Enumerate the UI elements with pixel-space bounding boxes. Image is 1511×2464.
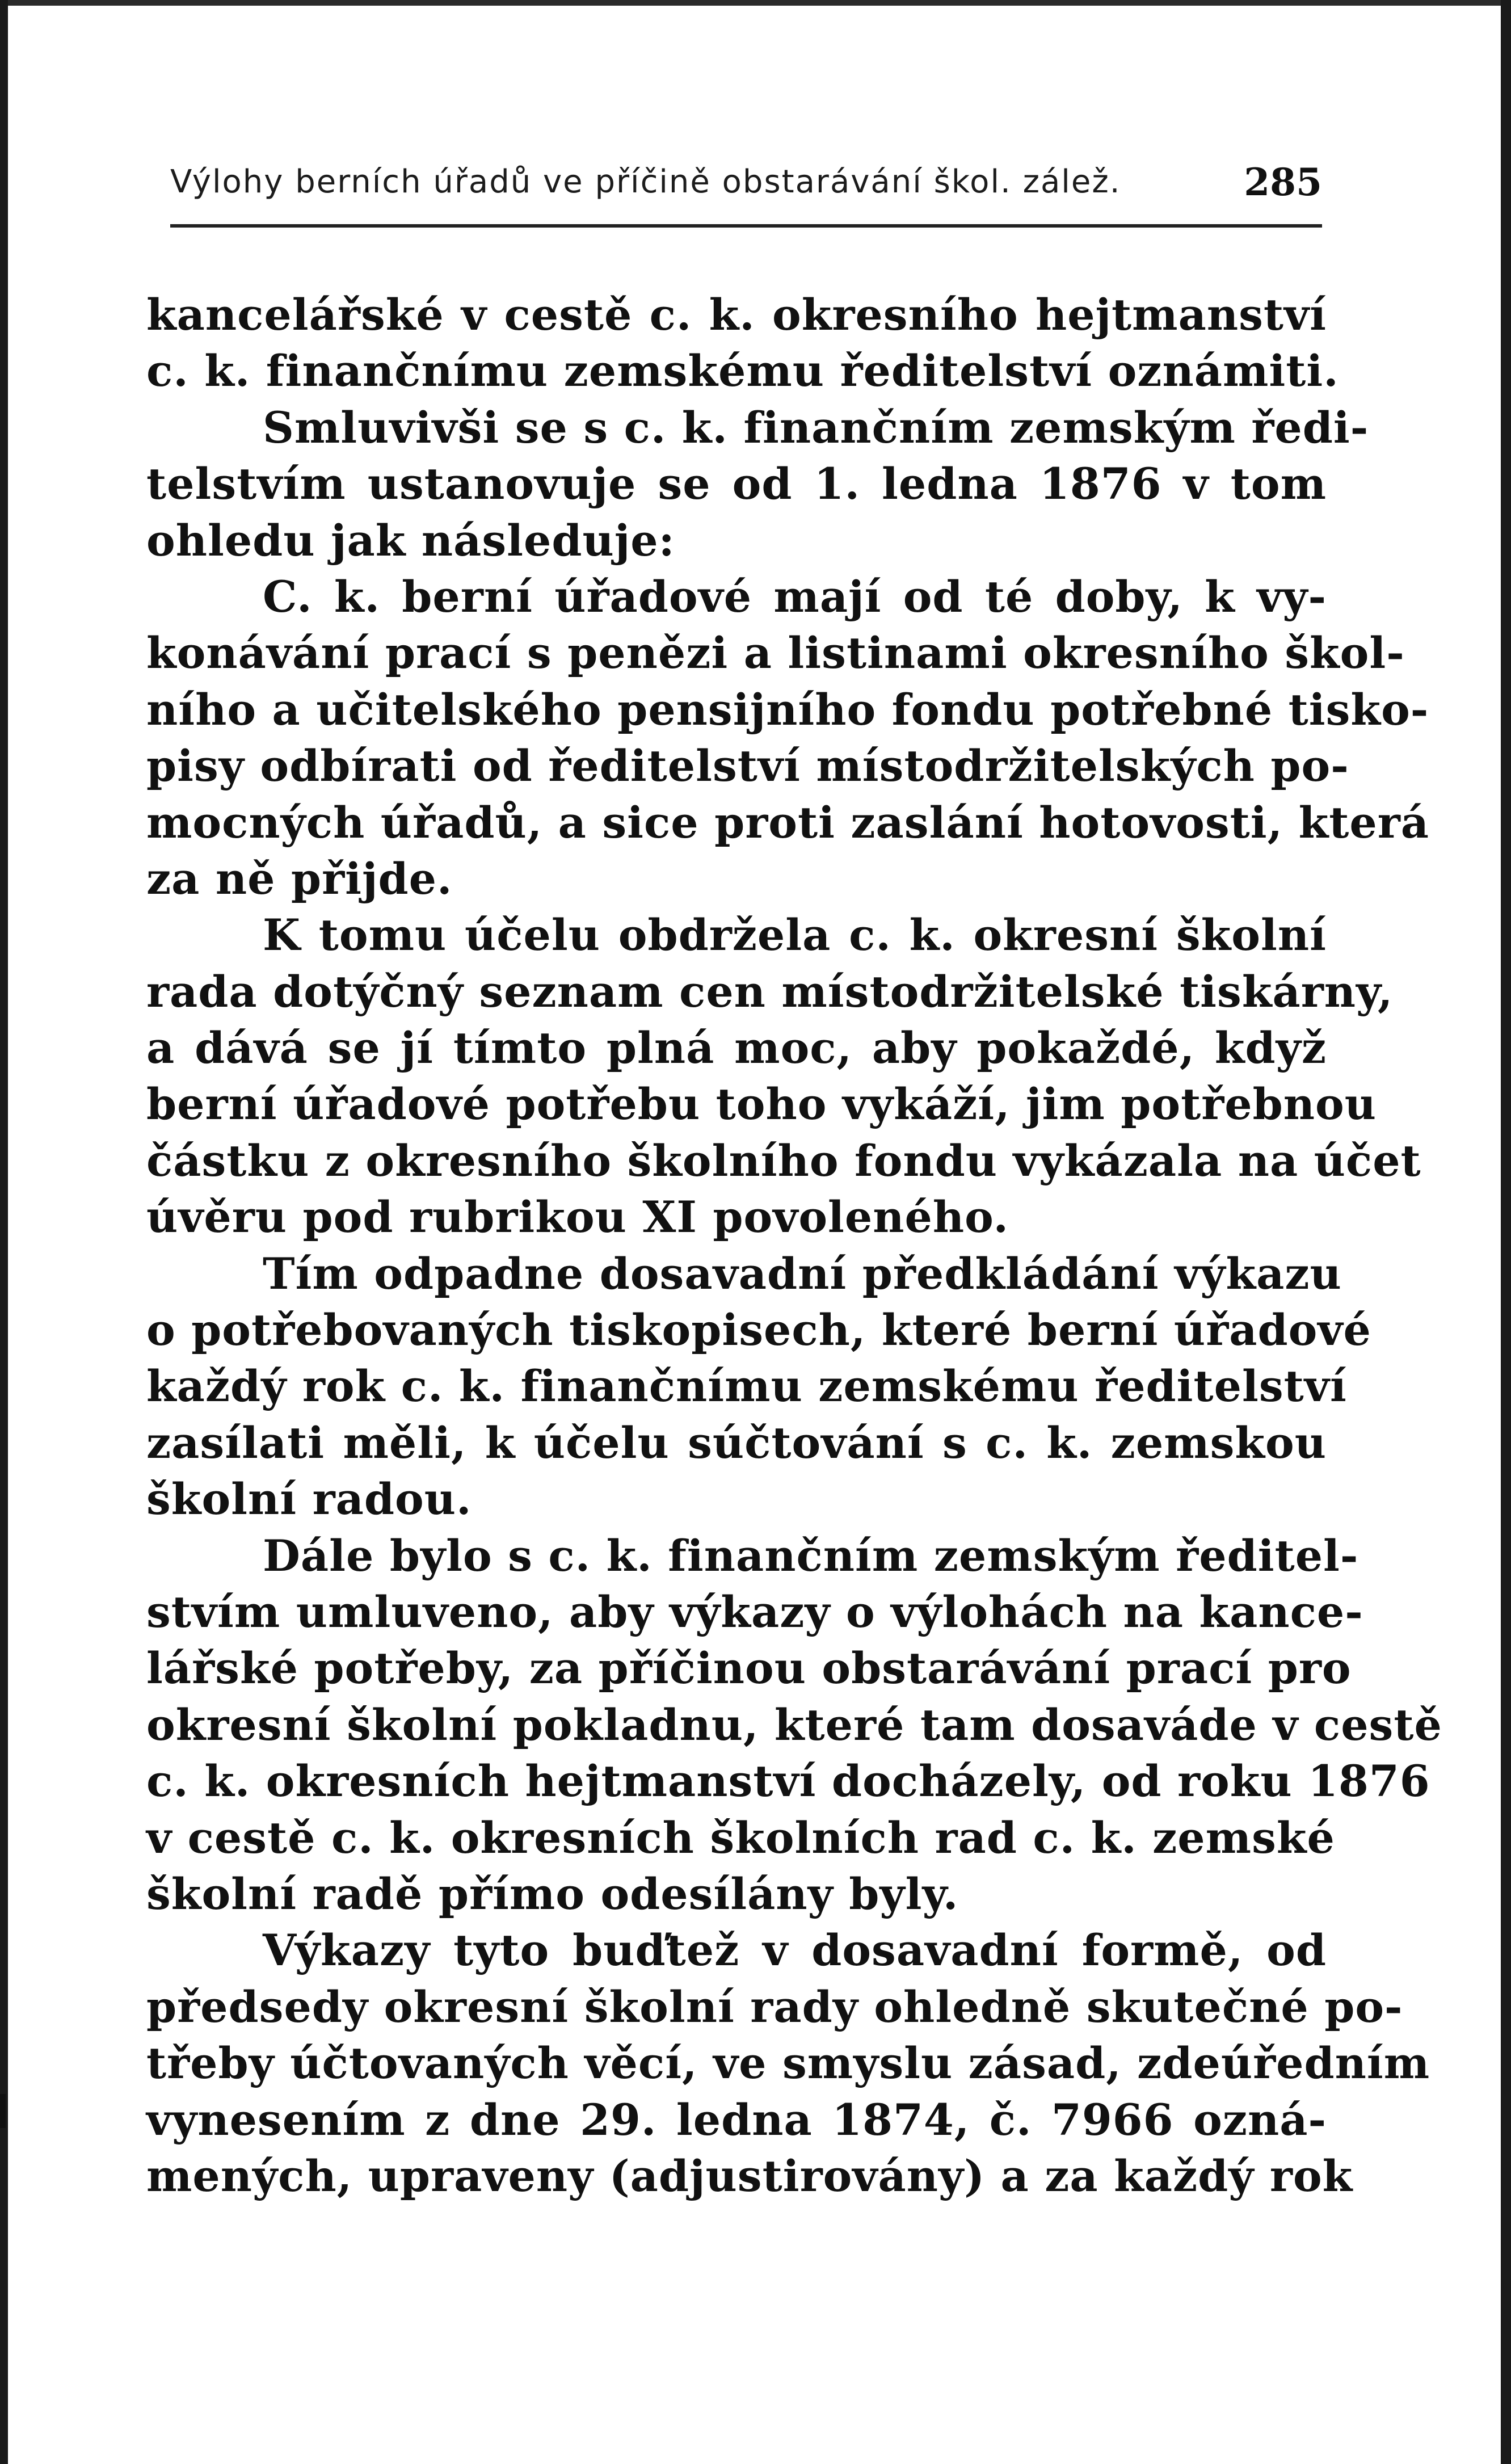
text-line: pisy odbírati od ředitelství místodržitelských po- <box>146 741 1349 792</box>
text-line: rada dotýčný seznam cen místodržitelské tiskárny, <box>146 966 1394 1017</box>
text-line: okresní školní pokladnu, které tam dosaváde v cestě <box>146 1699 1442 1750</box>
text-line: kancelářské v cestě c. k. okresního hejtmanství <box>146 289 1327 340</box>
page-number: 285 <box>1244 160 1322 204</box>
body-text <box>146 287 1442 2204</box>
text-line: stvím umluveno, aby výkazy o výlohách na kance- <box>146 1586 1363 1637</box>
text-line: úvěru pod rubrikou XI povoleného. <box>146 1192 1009 1243</box>
text-line: zasílati měli, k účelu súčtování s c. k. zemskou <box>146 1417 1327 1468</box>
text-line: c. k. finančnímu zemskému ředitelství oznámiti. <box>146 346 1339 397</box>
text-line: o potřebovaných tiskopisech, které berní úřadové <box>146 1305 1371 1356</box>
text-line: třeby účtovaných věcí, ve smyslu zásad, zdeúředním <box>146 2038 1430 2089</box>
text-line: K tomu účelu obdržela c. k. okresní školní <box>263 910 1327 961</box>
scan-edge-top <box>0 0 1511 6</box>
text-line: mocných úřadů, a sice proti zaslání hotovosti, která <box>146 797 1429 848</box>
text-line: telstvím ustanovuje se od 1. ledna 1876 v tom <box>146 459 1327 510</box>
text-line: školní radě přímo odesílány byly. <box>146 1868 959 1919</box>
header-rule <box>170 224 1322 228</box>
text-line: C. k. berní úřadové mají od té doby, k vy- <box>263 571 1327 622</box>
text-line: předsedy okresní školní rady ohledně skutečné po- <box>146 1981 1403 2032</box>
text-line: mených, upraveny (adjustirovány) a za každý rok <box>146 2150 1353 2201</box>
text-line: c. k. okresních hejtmanství docházely, od roku 1876 <box>146 1756 1430 1807</box>
running-head: Výlohy berních úřadů ve příčině obstarávání škol. zálež. <box>170 163 1121 200</box>
text-line: berní úřadové potřebu toho vykáží, jim potřebnou <box>146 1079 1377 1130</box>
text-line: každý rok c. k. finančnímu zemskému ředitelství <box>146 1361 1347 1412</box>
page-header <box>170 153 1322 216</box>
text-line: částku z okresního školního fondu vykázala na účet <box>146 1135 1421 1186</box>
text-line: lářské potřeby, za příčinou obstarávání prací pro <box>146 1643 1352 1694</box>
margin-mark <box>0 2094 6 2128</box>
text-line: ního a učitelského pensijního fondu potřebné tisko- <box>146 684 1429 735</box>
text-line: školní radou. <box>146 1474 472 1525</box>
text-line: ohledu jak následuje: <box>146 515 675 566</box>
text-line: v cestě c. k. okresních školních rad c. k. zemské <box>146 1812 1335 1863</box>
text-line: a dává se jí tímto plná moc, aby pokaždé, když <box>146 1023 1327 1074</box>
text-line: Dále bylo s c. k. finančním zemským ředitel- <box>263 1530 1359 1581</box>
text-line: Výkazy tyto buďtež v dosavadní formě, od <box>263 1925 1327 1976</box>
text-line: konávání prací s penězi a listinami okresního škol- <box>146 628 1405 679</box>
text-line: za ně přijde. <box>146 853 453 904</box>
text-line: Tím odpadne dosavadní předkládání výkazu <box>263 1248 1342 1299</box>
text-line: vynesením z dne 29. ledna 1874, č. 7966 ozná- <box>146 2094 1327 2145</box>
text-line: Smluvivši se s c. k. finančním zemským ředi- <box>263 402 1369 453</box>
scan-edge-right <box>1501 0 1511 2464</box>
